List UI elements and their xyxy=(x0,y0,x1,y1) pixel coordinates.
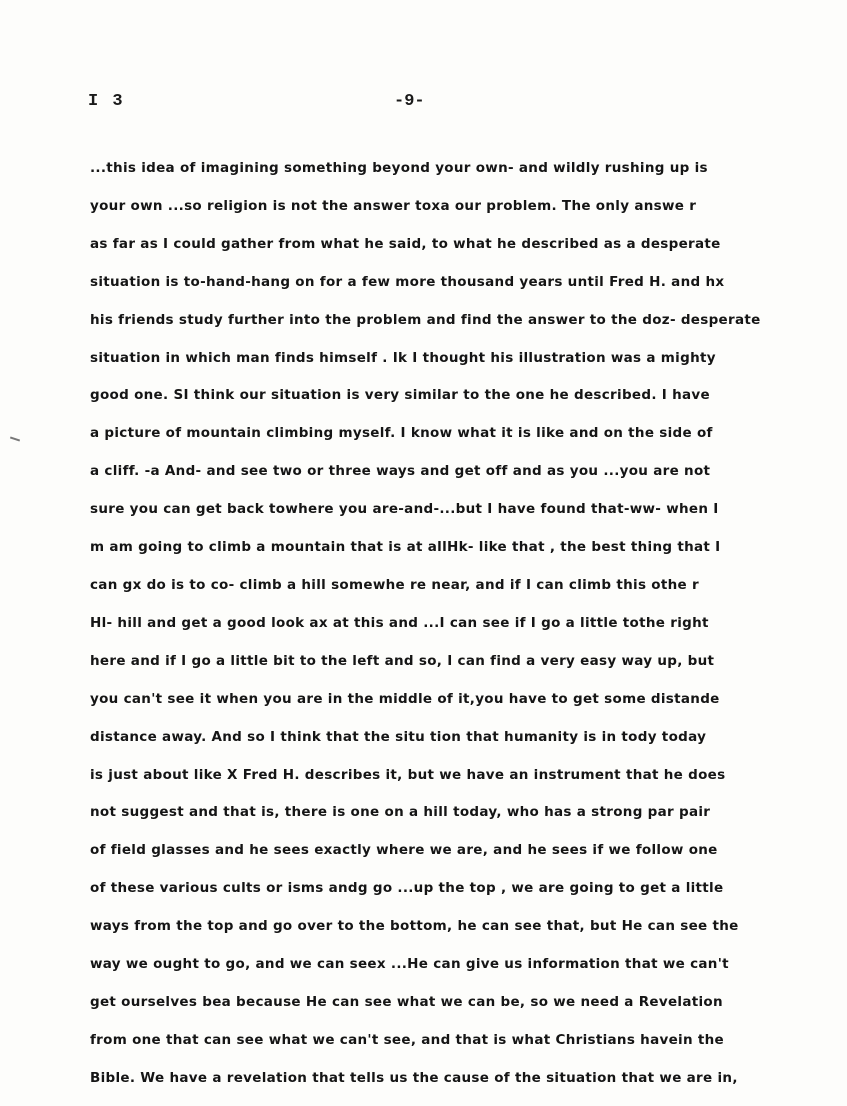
text-line: sure you can get back towhere you are-and-...but I have found that-ww- when I xyxy=(90,501,719,518)
text-line: ...this idea of imagining something beyond your own- and wildly rushing up is xyxy=(90,160,708,176)
text-line: a picture of mountain climbing myself. I know what it is like and on the side of xyxy=(90,425,713,442)
section-label: I 3 xyxy=(88,92,125,111)
page-number: -9- xyxy=(394,92,425,111)
text-line: good one. SI think our situation is very similar to the one he described. I have xyxy=(90,387,710,404)
margin-mark xyxy=(10,437,20,442)
text-line: not suggest and that is, there is one on a hill today, who has a strong par pair xyxy=(90,804,711,821)
text-line: here and if I go a little bit to the left and so, I can find a very easy way up, but xyxy=(90,652,715,669)
text-line: distance away. And so I think that the situ tion that humanity is in tody today xyxy=(90,728,707,745)
text-line: can gx do is to co- climb a hill somewhe re near, and if I can climb this othe r xyxy=(90,576,699,593)
text-line: is just about like X Fred H. describes it, but we have an instrument that he does xyxy=(90,766,726,783)
text-line: Bible. We have a revelation that tells us the cause of the situation that we are in, xyxy=(90,1069,738,1086)
text-line: Hl- hill and get a good look ax at this and ...I can see if I go a little tothe right xyxy=(90,614,709,631)
text-line: a cliff. -a And- and see two or three ways and get off and as you ...you are not xyxy=(90,463,711,480)
text-line: situation is to-hand-hang on for a few more thousand years until Fred H. and hx xyxy=(90,273,725,290)
text-line: his friends study further into the problem and find the answer to the doz- desperate xyxy=(90,311,761,328)
text-line: m am going to climb a mountain that is at allHk- like that , the best thing that I xyxy=(90,539,721,556)
text-line: situation in which man finds himself . Ik I thought his illustration was a mighty xyxy=(90,349,716,366)
text-line: of these various cults or isms andg go ...up the top , we are going to get a little xyxy=(90,880,724,897)
text-line: from one that can see what we can't see, and that is what Christians havein the xyxy=(90,1031,725,1048)
text-line: way we ought to go, and we can seex ...He can give us information that we can't xyxy=(90,956,729,973)
text-line: of field glasses and he sees exactly where we are, and he sees if we follow one xyxy=(90,842,718,859)
text-line: get ourselves bea because He can see what we can be, so we need a Revelation xyxy=(90,993,723,1010)
text-line: ways from the top and go over to the bottom, he can see that, but He can see the xyxy=(90,918,739,935)
text-line: as far as I could gather from what he said, to what he described as a desperate xyxy=(90,235,721,252)
text-line: you can't see it when you are in the middle of it,you have to get some distande xyxy=(90,690,720,707)
body-text xyxy=(90,150,790,1098)
text-line: your own ...so religion is not the answer toxa our problem. The only answe r xyxy=(90,197,697,214)
